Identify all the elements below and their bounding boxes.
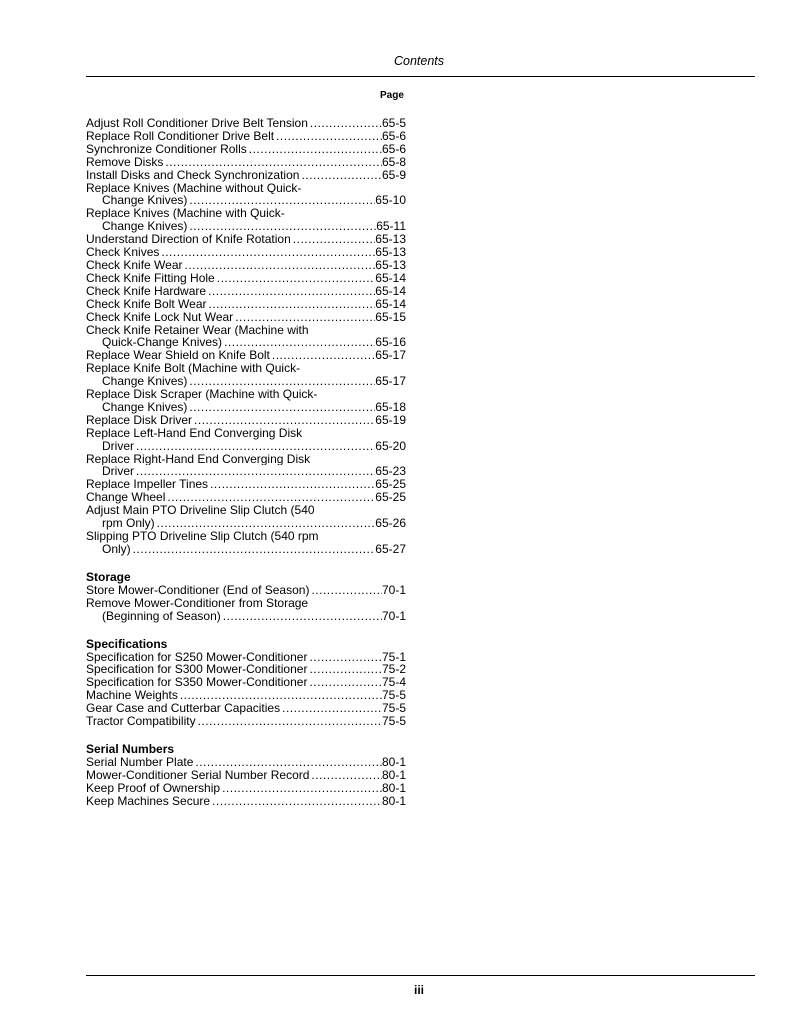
- dot-leader: [163, 156, 382, 169]
- toc-entry[interactable]: [86, 182, 406, 208]
- toc-entry[interactable]: [86, 491, 406, 504]
- toc-entry-title: Driver: [102, 464, 134, 479]
- dot-leader: [187, 401, 375, 414]
- toc-entry-page: 75-4: [381, 675, 406, 690]
- toc-entry[interactable]: [86, 782, 406, 795]
- dot-leader: [309, 769, 382, 782]
- dot-leader: [307, 651, 382, 664]
- toc-entry[interactable]: [86, 362, 406, 388]
- toc-entry-title: Keep Proof of Ownership: [86, 780, 221, 795]
- toc-entry-title: Only): [102, 541, 131, 556]
- toc-entry-title: Mower-Conditioner Serial Number Record: [86, 767, 310, 782]
- dot-leader: [247, 143, 382, 156]
- toc-entry-title: Store Mower-Conditioner (End of Season): [86, 582, 310, 597]
- toc-entry-page: 80-1: [381, 780, 406, 795]
- dot-leader: [187, 375, 375, 388]
- header-rule: [86, 76, 755, 77]
- toc-entry-page: 70-1: [381, 582, 406, 597]
- toc-entry[interactable]: [86, 272, 406, 285]
- toc-entry-title: Replace Wear Shield on Knife Bolt: [86, 348, 270, 363]
- toc-entry-page: 65-13: [375, 245, 406, 260]
- toc-entry-title: Specification for S350 Mower-Conditioner: [86, 675, 308, 690]
- toc-entry-page: 75-1: [381, 649, 406, 664]
- dot-leader: [215, 272, 376, 285]
- toc-entry-title: (Beginning of Season): [102, 608, 221, 623]
- toc-entry[interactable]: [86, 349, 406, 362]
- toc-entry-page: 80-1: [381, 754, 406, 769]
- toc-entry-page: 65-8: [381, 154, 406, 169]
- dot-leader: [274, 130, 382, 143]
- toc-entry-title: Change Wheel: [86, 490, 166, 505]
- toc-entry-title: Change Knives): [102, 399, 188, 414]
- dot-leader: [207, 298, 376, 311]
- toc-entry[interactable]: [86, 453, 406, 479]
- toc-entry-title: Tractor Compatibility: [86, 714, 196, 729]
- dot-leader: [192, 414, 375, 427]
- toc-entry-page: 65-17: [375, 348, 406, 363]
- toc-entry-page: 65-6: [381, 128, 406, 143]
- toc-entry-title: Serial Number Plate: [86, 754, 194, 769]
- toc-entry-title: Replace Disk Driver: [86, 412, 193, 427]
- toc-entry-title: Check Knife Hardware: [86, 283, 207, 298]
- toc-section: [86, 571, 406, 623]
- toc-entry-page: 65-18: [375, 399, 406, 414]
- toc-entry-page: 65-14: [375, 283, 406, 298]
- dot-leader: [159, 246, 375, 259]
- dot-leader: [307, 663, 382, 676]
- toc-entry-title: Replace Knife Bolt (Machine with Quick-: [86, 362, 301, 376]
- toc-entry-page: 75-2: [381, 662, 406, 677]
- toc-entry-title: rpm Only): [102, 516, 155, 531]
- toc-entry[interactable]: [86, 504, 406, 530]
- table-of-contents: [86, 117, 406, 808]
- toc-entry[interactable]: [86, 156, 406, 169]
- toc-entry-page: 75-5: [381, 688, 406, 703]
- toc-entry-page: 65-13: [375, 232, 406, 247]
- footer-rule: [86, 975, 755, 976]
- toc-entry-page: 65-23: [375, 464, 406, 479]
- dot-leader: [155, 517, 376, 530]
- toc-entry-page: 80-1: [381, 767, 406, 782]
- toc-entry[interactable]: [86, 756, 406, 769]
- section-heading: Serial Numbers: [86, 741, 175, 756]
- toc-entry-title: Remove Disks: [86, 154, 164, 169]
- toc-entry-page: 65-14: [375, 270, 406, 285]
- toc-entry[interactable]: [86, 298, 406, 311]
- toc-entry-page: 65-15: [375, 309, 406, 324]
- toc-entry-title: Keep Machines Secure: [86, 793, 211, 808]
- dot-leader: [134, 440, 375, 453]
- toc-entry-title: Change Knives): [102, 219, 188, 234]
- toc-entry-title: Replace Impeller Tines: [86, 477, 209, 492]
- toc-section: [86, 743, 406, 808]
- toc-entry-page: 65-9: [381, 167, 406, 182]
- dot-leader: [221, 610, 382, 623]
- section-heading: Specifications: [86, 636, 168, 651]
- dot-leader: [308, 117, 382, 130]
- dot-leader: [307, 676, 382, 689]
- toc-entry-title: Check Knife Wear: [86, 257, 183, 272]
- toc-entry-page: 75-5: [381, 714, 406, 729]
- dot-leader: [291, 233, 376, 246]
- toc-entry-page: 75-5: [381, 701, 406, 716]
- toc-entry-page: 65-19: [375, 412, 406, 427]
- toc-entry-title: Replace Left-Hand End Converging Disk: [86, 426, 303, 440]
- toc-entry[interactable]: [86, 530, 406, 556]
- section-heading: Storage: [86, 569, 131, 584]
- toc-entry-title: Replace Roll Conditioner Drive Belt: [86, 128, 275, 143]
- toc-entry-title: Check Knife Bolt Wear: [86, 296, 207, 311]
- toc-entry-page: 65-13: [375, 257, 406, 272]
- toc-entry[interactable]: [86, 769, 406, 782]
- toc-entry-page: 65-16: [375, 335, 406, 350]
- toc-entry-title: Check Knife Retainer Wear (Machine with: [86, 323, 309, 337]
- toc-entry[interactable]: [86, 427, 406, 453]
- toc-entry[interactable]: [86, 259, 406, 272]
- toc-entry[interactable]: [86, 130, 406, 143]
- toc-entry-title: Check Knives: [86, 245, 160, 260]
- toc-entry-title: Gear Case and Cutterbar Capacities: [86, 701, 281, 716]
- page-number: iii: [414, 983, 425, 997]
- toc-entry[interactable]: [86, 414, 406, 427]
- toc-entry-title: Driver: [102, 438, 134, 453]
- toc-entry-page: 65-17: [375, 374, 406, 389]
- dot-leader: [220, 782, 382, 795]
- toc-entry[interactable]: [86, 143, 406, 156]
- dot-leader: [210, 795, 382, 808]
- toc-entry-title: Specification for S300 Mower-Conditioner: [86, 662, 308, 677]
- toc-entry[interactable]: [86, 388, 406, 414]
- dot-leader: [165, 491, 375, 504]
- toc-entry-page: 65-6: [381, 141, 406, 156]
- toc-entry[interactable]: [86, 117, 406, 130]
- toc-entry[interactable]: [86, 597, 406, 623]
- toc-entry-title: Change Knives): [102, 374, 188, 389]
- toc-entry-title: Install Disks and Check Synchronization: [86, 167, 300, 182]
- dot-leader: [193, 756, 382, 769]
- page-column-label: Page: [380, 90, 404, 101]
- toc-entry-title: Quick-Change Knives): [102, 335, 223, 350]
- toc-entry[interactable]: [86, 715, 406, 728]
- dot-leader: [299, 169, 382, 182]
- dot-leader: [183, 259, 376, 272]
- toc-entry-title: Remove Mower-Conditioner from Storage: [86, 596, 309, 610]
- dot-leader: [208, 478, 375, 491]
- toc-entry-title: Specification for S250 Mower-Conditioner: [86, 649, 308, 664]
- toc-section: [86, 638, 406, 728]
- toc-entry-page: 65-10: [375, 193, 406, 208]
- toc-entry-title: Synchronize Conditioner Rolls: [86, 141, 247, 156]
- dot-leader: [131, 543, 376, 556]
- dot-leader: [196, 715, 382, 728]
- toc-entry-page: 80-1: [381, 793, 406, 808]
- toc-entry-title: Machine Weights: [86, 688, 178, 703]
- toc-entry[interactable]: [86, 324, 406, 350]
- toc-entry-page: 65-11: [376, 219, 406, 234]
- toc-entry-title: Adjust Roll Conditioner Drive Belt Tension: [86, 116, 308, 130]
- toc-entry-title: Replace Right-Hand End Converging Disk: [86, 452, 311, 466]
- toc-entry-title: Check Knife Lock Nut Wear: [86, 309, 234, 324]
- toc-entry-page: 65-25: [375, 477, 406, 492]
- dot-leader: [233, 311, 375, 324]
- dot-leader: [270, 349, 375, 362]
- page-header-title: Contents: [394, 54, 445, 68]
- toc-entry-title: Change Knives): [102, 193, 188, 208]
- toc-entry-page: 65-5: [381, 116, 406, 130]
- toc-entry[interactable]: [86, 584, 406, 597]
- toc-entry[interactable]: [86, 207, 406, 233]
- toc-entry-title: Replace Knives (Machine without Quick-: [86, 181, 302, 195]
- toc-entry[interactable]: [86, 285, 406, 298]
- toc-entry-page: 65-20: [375, 438, 406, 453]
- toc-entry-page: 65-27: [375, 541, 406, 556]
- toc-entry-title: Replace Knives (Machine with Quick-: [86, 207, 285, 221]
- toc-entry-page: 70-1: [381, 608, 406, 623]
- toc-entry-page: 65-26: [375, 516, 406, 531]
- toc-entry[interactable]: [86, 795, 406, 808]
- dot-leader: [187, 194, 375, 207]
- toc-entry[interactable]: [86, 169, 406, 182]
- dot-leader: [309, 584, 382, 597]
- toc-entry[interactable]: [86, 311, 406, 324]
- toc-entry-page: 65-25: [375, 490, 406, 505]
- toc-entry-title: Check Knife Fitting Hole: [86, 270, 215, 285]
- toc-entry-title: Slipping PTO Driveline Slip Clutch (540 rpm: [86, 530, 319, 543]
- toc-entry-title: Replace Disk Scraper (Machine with Quick-: [86, 388, 318, 401]
- dot-leader: [206, 285, 375, 298]
- toc-entry-page: 65-14: [375, 296, 406, 311]
- toc-entry-title: Understand Direction of Knife Rotation: [86, 232, 291, 247]
- dot-leader: [280, 702, 382, 715]
- toc-entry-title: Adjust Main PTO Driveline Slip Clutch (540: [86, 504, 315, 518]
